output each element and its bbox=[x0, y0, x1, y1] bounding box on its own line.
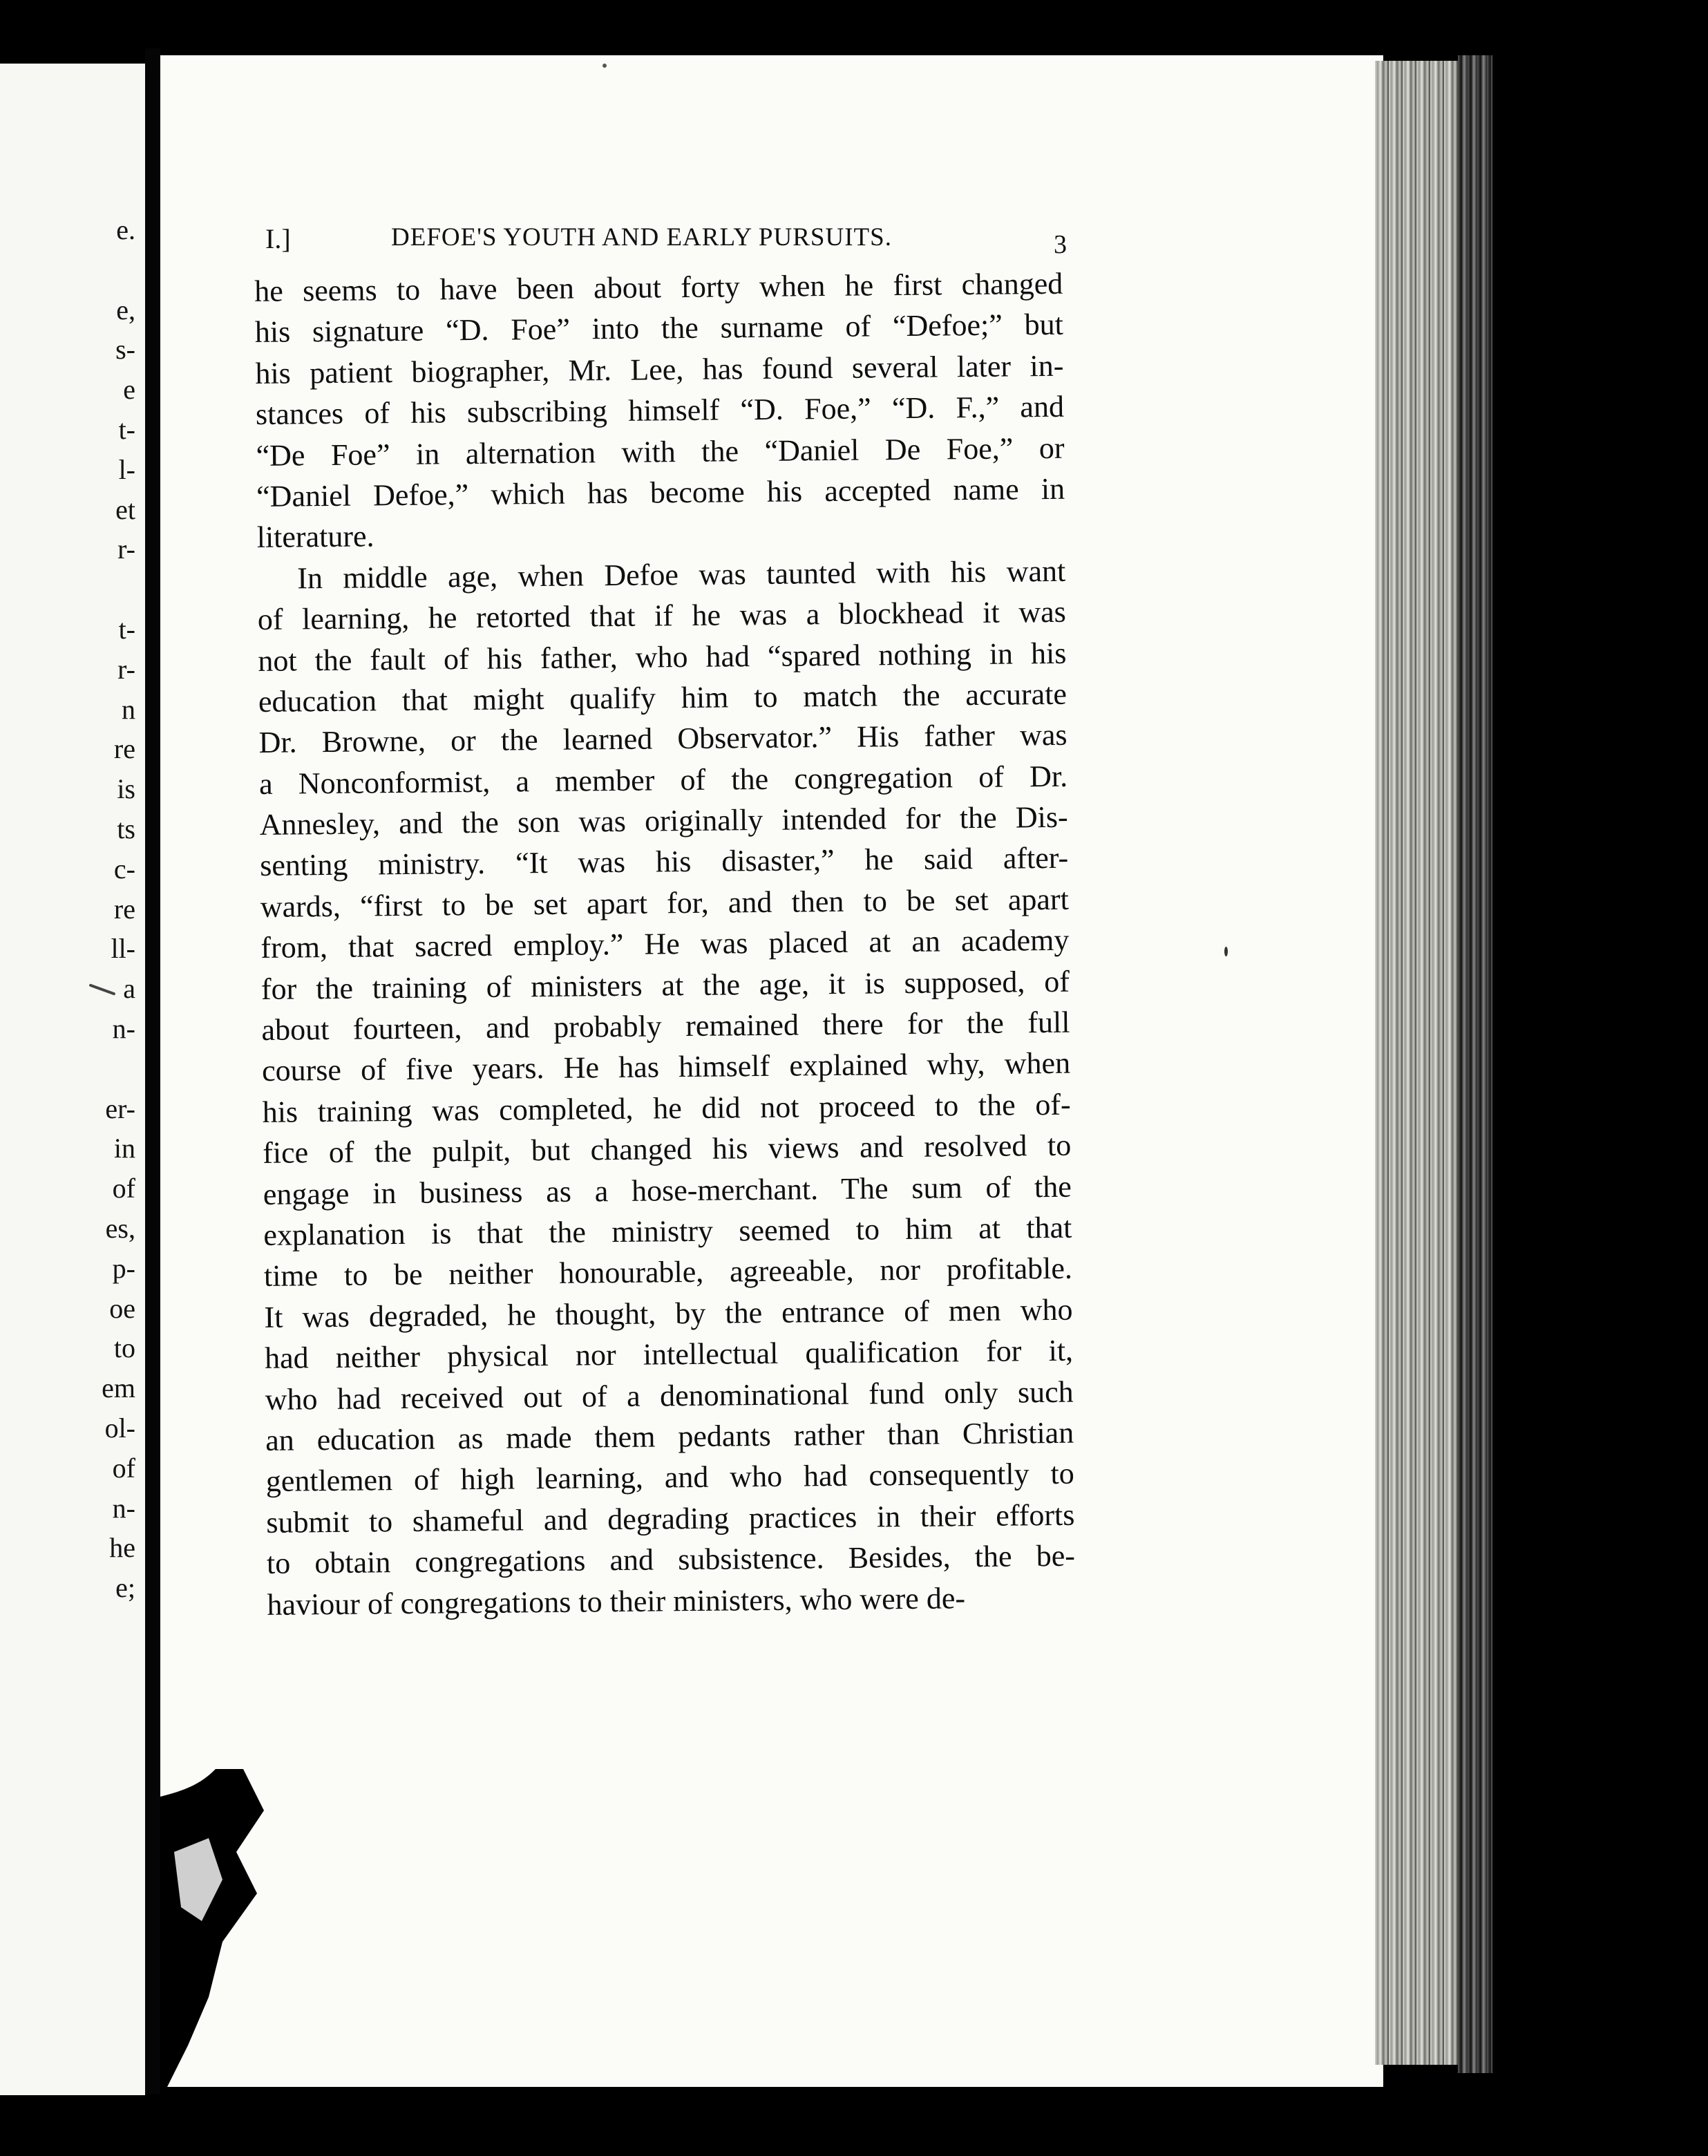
text-line: wards, “first to be set apart for, and then to be set apart bbox=[260, 882, 1070, 924]
text-line: to obtain congregations and subsistence. Besides, the be- bbox=[266, 1538, 1076, 1581]
text-line: senting ministry. “It was his disaster,” he said after- bbox=[260, 841, 1069, 883]
book-gutter bbox=[145, 48, 160, 2094]
text-line: fice of the pulpit, but changed his views and resolved to bbox=[263, 1128, 1072, 1171]
text-line: had neither physical nor intellectual qualification for it, bbox=[264, 1333, 1074, 1376]
text-line: In middle age, when Defoe was taunted with his want bbox=[297, 554, 1066, 596]
text-line: engage in business as a hose-merchant. The sum of the bbox=[263, 1169, 1072, 1211]
text-line: he seems to have been about forty when he first changed bbox=[254, 266, 1063, 308]
page-number: 3 bbox=[1054, 230, 1067, 259]
text-line: his training was completed, he did not proceed to the of- bbox=[262, 1087, 1071, 1129]
text-line: It was degraded, he thought, by the entrance of men who bbox=[264, 1292, 1073, 1334]
left-page-edge bbox=[0, 64, 145, 2095]
text-line: stances of his subscribing himself “D. Foe,” “D. F.,” and bbox=[255, 389, 1065, 432]
text-line: education that might qualify him to match the accurate bbox=[258, 677, 1068, 719]
chapter-mark: I.] bbox=[265, 223, 291, 254]
running-title: DEFOE'S YOUTH AND EARLY PURSUITS. bbox=[391, 223, 892, 252]
text-line: Annesley, and the son was originally intended for the Dis- bbox=[259, 800, 1068, 842]
text-line: explanation is that the ministry seemed to him at that bbox=[263, 1210, 1072, 1252]
text-line: haviour of congregations to their ministers, who were de- bbox=[267, 1580, 966, 1622]
text-line: about fourteen, and probably remained there for the full bbox=[261, 1005, 1070, 1047]
text-line: literature. bbox=[256, 519, 374, 555]
paper-speck bbox=[1224, 947, 1228, 956]
left-page-text-fragments: e. e, s- e t- l- et r- t- r- n re is ts c- re ll- a n- er- in of es, p- oe to em ol- of n- he e; bbox=[102, 214, 135, 1604]
text-line: of learning, he retorted that if he was a blockhead it was bbox=[257, 594, 1067, 637]
text-line: his signature “D. Foe” into the surname of “Defoe;” but bbox=[254, 308, 1064, 350]
text-line: submit to shameful and degrading practices in their efforts bbox=[266, 1497, 1075, 1540]
text-line: a Nonconformist, a member of the congregation of Dr. bbox=[258, 759, 1068, 801]
text-line: an education as made them pedants rather than Christian bbox=[265, 1415, 1074, 1457]
body-text bbox=[254, 263, 1076, 1625]
text-line: course of five years. He has himself explained why, when bbox=[261, 1046, 1071, 1088]
running-header bbox=[265, 223, 1067, 264]
paper-speck bbox=[602, 64, 607, 68]
text-line: “De Foe” in alternation with the “Daniel De Foe,” or bbox=[256, 431, 1065, 473]
text-line: “Daniel Defoe,” which has become his accepted name in bbox=[256, 471, 1065, 513]
text-line: who had received out of a denominational fund only such bbox=[265, 1374, 1074, 1417]
text-line: time to be neither honourable, agreeable, nor profitable. bbox=[263, 1251, 1073, 1294]
text-line: Dr. Browne, or the learned Observator.” His father was bbox=[258, 718, 1068, 760]
text-line: gentlemen of high learning, and who had consequently to bbox=[265, 1457, 1074, 1499]
text-line: from, that sacred employ.” He was placed at an academy bbox=[260, 923, 1070, 965]
book-fore-edge bbox=[1458, 55, 1492, 2073]
text-line: his patient biographer, Mr. Lee, has found several later in- bbox=[255, 348, 1064, 390]
torn-page-corner bbox=[160, 1769, 340, 2156]
text-line: for the training of ministers at the age, it is supposed, of bbox=[260, 964, 1070, 1006]
text-line: not the fault of his father, who had “spared nothing in his bbox=[258, 636, 1067, 678]
